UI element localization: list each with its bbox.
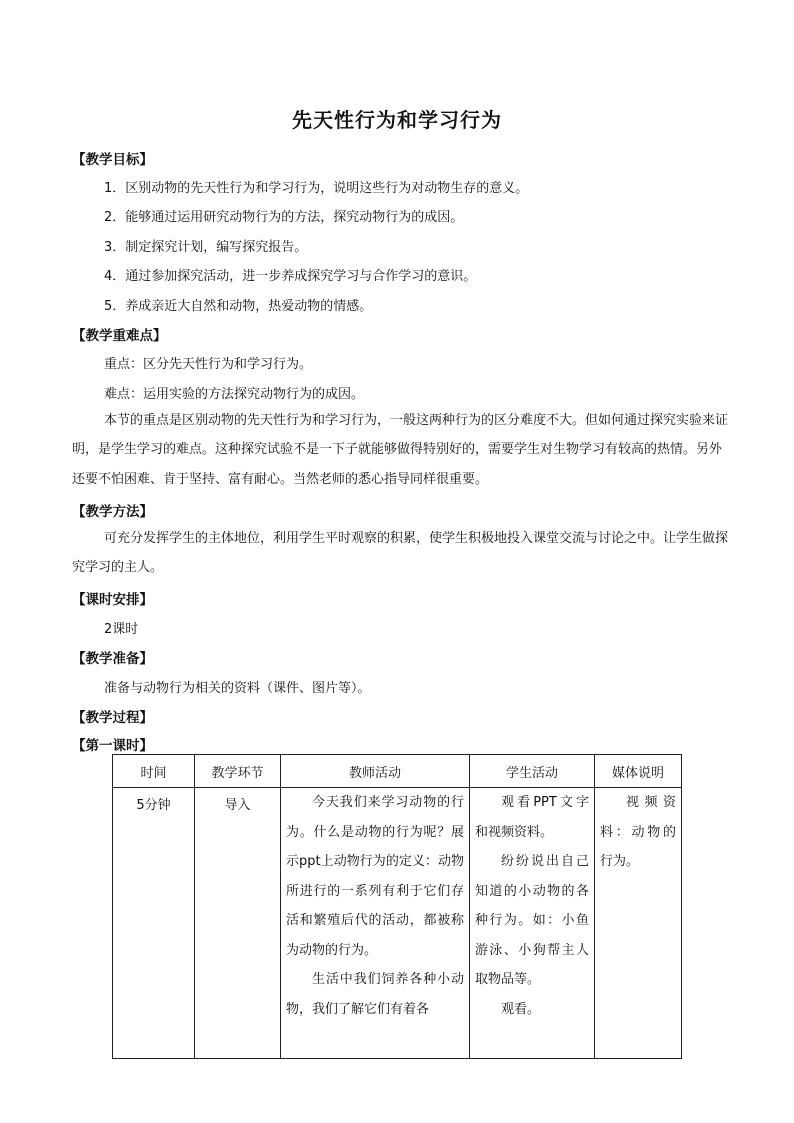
student-activity-1: 观看PPT文字和视频资料。 <box>475 795 589 840</box>
goal-item-5: 5．养成亲近大自然和动物，热爱动物的情感。 <box>104 299 373 314</box>
schedule-heading: 【课时安排】 <box>72 592 153 608</box>
table-header-time: 时间 <box>113 755 195 788</box>
prep-text: 准备与动物行为相关的资料（课件、图片等）。 <box>104 681 371 696</box>
table-header-media: 媒体说明 <box>595 755 682 788</box>
goals-heading: 【教学目标】 <box>72 152 153 168</box>
lesson-heading: 【第一课时】 <box>72 738 153 754</box>
goal-item-4: 4．通过参加探究活动，进一步养成探究学习与合作学习的意识。 <box>104 269 477 284</box>
document-title: 先天性行为和学习行为 <box>292 108 502 132</box>
cell-student <box>470 788 595 1059</box>
method-heading: 【教学方法】 <box>72 504 153 520</box>
table-header-stage: 教学环节 <box>195 755 281 788</box>
goal-item-1: 1．区别动物的先天性行为和学习行为，说明这些行为对动物生存的意义。 <box>104 181 529 196</box>
difficult-point: 难点：运用实验的方法探究动物行为的成因。 <box>104 387 365 402</box>
key-heading: 【教学重难点】 <box>72 328 167 344</box>
table-header-student: 学生活动 <box>470 755 595 788</box>
goal-item-2: 2．能够通过运用研究动物行为的方法，探究动物行为的成因。 <box>104 210 464 225</box>
goal-item-3: 3．制定探究计划，编写探究报告。 <box>104 240 308 255</box>
key-paragraph: 本节的重点是区别动物的先天性行为和学习行为，一般这两种行为的区分难度不大。但如何通过探究实验来证明，是学生学习的难点。这种探究试验不是一下子就能够做得特别好的，需要学生对生物学习有较高的热情。另外还要不怕困难、肯于坚持、富有耐心。当然老师的悉心指导同样很重要。 <box>72 413 729 487</box>
teacher-activity-1: 今天我们来学习动物的行为。什么是动物的行为呢？展示ppt上动物行为的定义：动物所进行的一系列有利于它们存活和繁殖后代的活动，都被称为动物的行为。 <box>286 795 464 958</box>
lesson-table <box>112 754 682 1059</box>
table-header-row <box>113 755 682 788</box>
student-activity-3: 观看。 <box>501 1001 541 1017</box>
teacher-activity-2: 生活中我们饲养各种小动物，我们了解它们有着各 <box>286 972 464 1017</box>
prep-heading: 【教学准备】 <box>72 651 153 667</box>
key-point: 重点：区分先天性行为和学习行为。 <box>104 357 313 372</box>
table-row <box>113 788 682 1059</box>
cell-stage: 导入 <box>195 788 281 1059</box>
student-activity-2: 纷纷说出自己知道的小动物的各种行为。如：小鱼游泳、小狗帮主人取物品等。 <box>475 854 589 987</box>
cell-teacher <box>281 788 470 1059</box>
media-note: 视频资料：动物的行为。 <box>600 795 676 869</box>
schedule-text: 2课时 <box>104 622 139 637</box>
table-header-teacher: 教师活动 <box>281 755 470 788</box>
method-paragraph: 可充分发挥学生的主体地位，利用学生平时观察的积累，使学生积极地投入课堂交流与讨论之中。让学生做探究学习的主人。 <box>72 531 729 576</box>
process-heading: 【教学过程】 <box>72 710 153 726</box>
cell-media <box>595 788 682 1059</box>
cell-time: 5分钟 <box>113 788 195 1059</box>
